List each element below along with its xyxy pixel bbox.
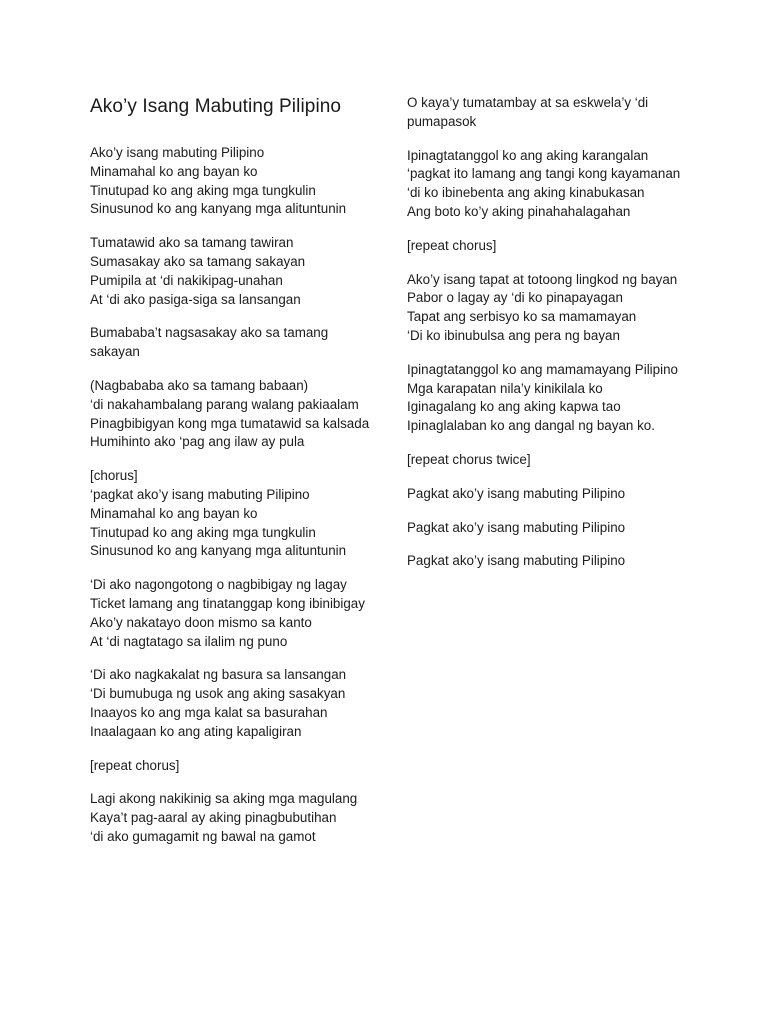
- stanza: [90, 467, 380, 561]
- lyric-line: Tinutupad ko ang aking mga tungkulin: [90, 524, 316, 540]
- stanza: [407, 485, 707, 504]
- stanza: [90, 666, 380, 741]
- lyric-line: Minamahal ko ang bayan ko: [90, 505, 258, 521]
- lyric-line: Pagkat ako’y isang mabuting Pilipino: [407, 553, 626, 569]
- stanza: [90, 377, 380, 452]
- right-stanza-list: [407, 94, 707, 571]
- lyric-line: Bumababa’t nagsasakay ako sa tamang sakayan: [90, 325, 329, 360]
- lyric-line: Humihinto ako ‘pag ang ilaw ay pula: [90, 434, 305, 450]
- lyric-line: Tapat ang serbisyo ko sa mamamayan: [407, 309, 637, 325]
- stanza: [407, 361, 707, 436]
- lyric-line: ‘di nakahambalang parang walang pakiaalam: [90, 396, 359, 412]
- lyric-line: Sinusunod ko ang kanyang mga alituntunin: [90, 543, 347, 559]
- lyric-line: [repeat chorus twice]: [407, 451, 531, 467]
- lyric-line: Sumasakay ako sa tamang sakayan: [90, 253, 306, 269]
- stanza: [407, 237, 707, 256]
- lyric-line: Inaalagaan ko ang ating kapaligiran: [90, 723, 302, 739]
- lyric-line: ‘Di ako nagkakalat ng basura sa lansangan: [90, 667, 347, 683]
- lyric-line: [repeat chorus]: [407, 237, 497, 253]
- lyric-line: Lagi akong nakikinig sa aking mga magulang: [90, 791, 358, 807]
- lyric-line: Ticket lamang ang tinatanggap kong ibinibigay: [90, 595, 365, 611]
- lyric-line: Pagkat ako’y isang mabuting Pilipino: [407, 519, 626, 535]
- lyric-line: ‘Di bumubuga ng usok ang aking sasakyan: [90, 686, 346, 702]
- stanza: [407, 552, 707, 571]
- lyric-line: Mga karapatan nila’y kinikilala ko: [407, 380, 603, 396]
- stanza: [407, 94, 707, 132]
- stanza: [90, 790, 380, 846]
- page-title: Ako’y Isang Mabuting Pilipino: [90, 96, 342, 117]
- lyric-line: Pumipila at ‘di nakikipag-unahan: [90, 272, 283, 288]
- lyric-line: ‘pagkat ako’y isang mabuting Pilipino: [90, 486, 310, 502]
- lyric-line: Tumatawid ako sa tamang tawiran: [90, 235, 294, 251]
- lyric-line: Minamahal ko ang bayan ko: [90, 163, 258, 179]
- lyric-line: Ipinaglalaban ko ang dangal ng bayan ko.: [407, 418, 655, 434]
- stanza: [90, 576, 380, 651]
- lyric-line: Ako’y nakatayo doon mismo sa kanto: [90, 614, 312, 630]
- lyric-line: [chorus]: [90, 468, 138, 484]
- stanza: [90, 324, 380, 362]
- stanza: [407, 147, 707, 222]
- lyric-line: Inaayos ko ang mga kalat sa basurahan: [90, 704, 328, 720]
- lyric-line: Ako’y isang mabuting Pilipino: [90, 145, 265, 160]
- lyric-line: Ako’y isang tapat at totoong lingkod ng bayan: [407, 271, 678, 287]
- stanza: [407, 519, 707, 538]
- lyric-line: (Nagbababa ako sa tamang babaan): [90, 377, 309, 393]
- stanza: [407, 451, 707, 470]
- lyric-line: ‘Di ko ibinubulsa ang pera ng bayan: [407, 327, 620, 343]
- lyric-line: Pabor o lagay ay ‘di ko pinapayagan: [407, 290, 623, 306]
- stanza: [90, 757, 380, 776]
- left-column: [90, 94, 380, 862]
- lyric-line: At ‘di ako pasiga-siga sa lansangan: [90, 291, 301, 307]
- lyric-line: At ‘di nagtatago sa ilalim ng puno: [90, 633, 288, 649]
- left-stanza-list: [90, 144, 380, 847]
- lyric-line: Kaya’t pag-aaral ay aking pinagbubutihan: [90, 810, 337, 826]
- lyric-line: Ang boto ko’y aking pinahahalagahan: [407, 203, 631, 219]
- lyric-line: Ipinagtatanggol ko ang mamamayang Pilipino: [407, 361, 678, 377]
- lyric-line: ‘Di ako nagongotong o nagbibigay ng lagay: [90, 577, 347, 593]
- lyric-line: Tinutupad ko ang aking mga tungkulin: [90, 182, 316, 198]
- lyric-line: [repeat chorus]: [90, 757, 180, 773]
- lyric-line: Sinusunod ko ang kanyang mga alituntunin: [90, 201, 347, 217]
- stanza: [90, 144, 380, 219]
- stanza: [90, 234, 380, 309]
- right-column: [407, 94, 707, 586]
- lyric-line: O kaya’y tumatambay at sa eskwela’y ‘di pumapasok: [407, 95, 649, 129]
- lyric-line: ‘di ko ibinebenta ang aking kinabukasan: [407, 185, 645, 201]
- lyric-line: Pinagbibigyan kong mga tumatawid sa kalsada: [90, 415, 370, 431]
- lyric-line: Ipinagtatanggol ko ang aking karangalan: [407, 147, 649, 163]
- lyric-line: ‘pagkat ito lamang ang tangi kong kayamanan: [407, 166, 681, 182]
- lyric-line: ‘di ako gumagamit ng bawal na gamot: [90, 828, 316, 844]
- lyric-line: Iginagalang ko ang aking kapwa tao: [407, 399, 621, 415]
- stanza: [407, 271, 707, 346]
- lyric-line: Pagkat ako’y isang mabuting Pilipino: [407, 485, 626, 501]
